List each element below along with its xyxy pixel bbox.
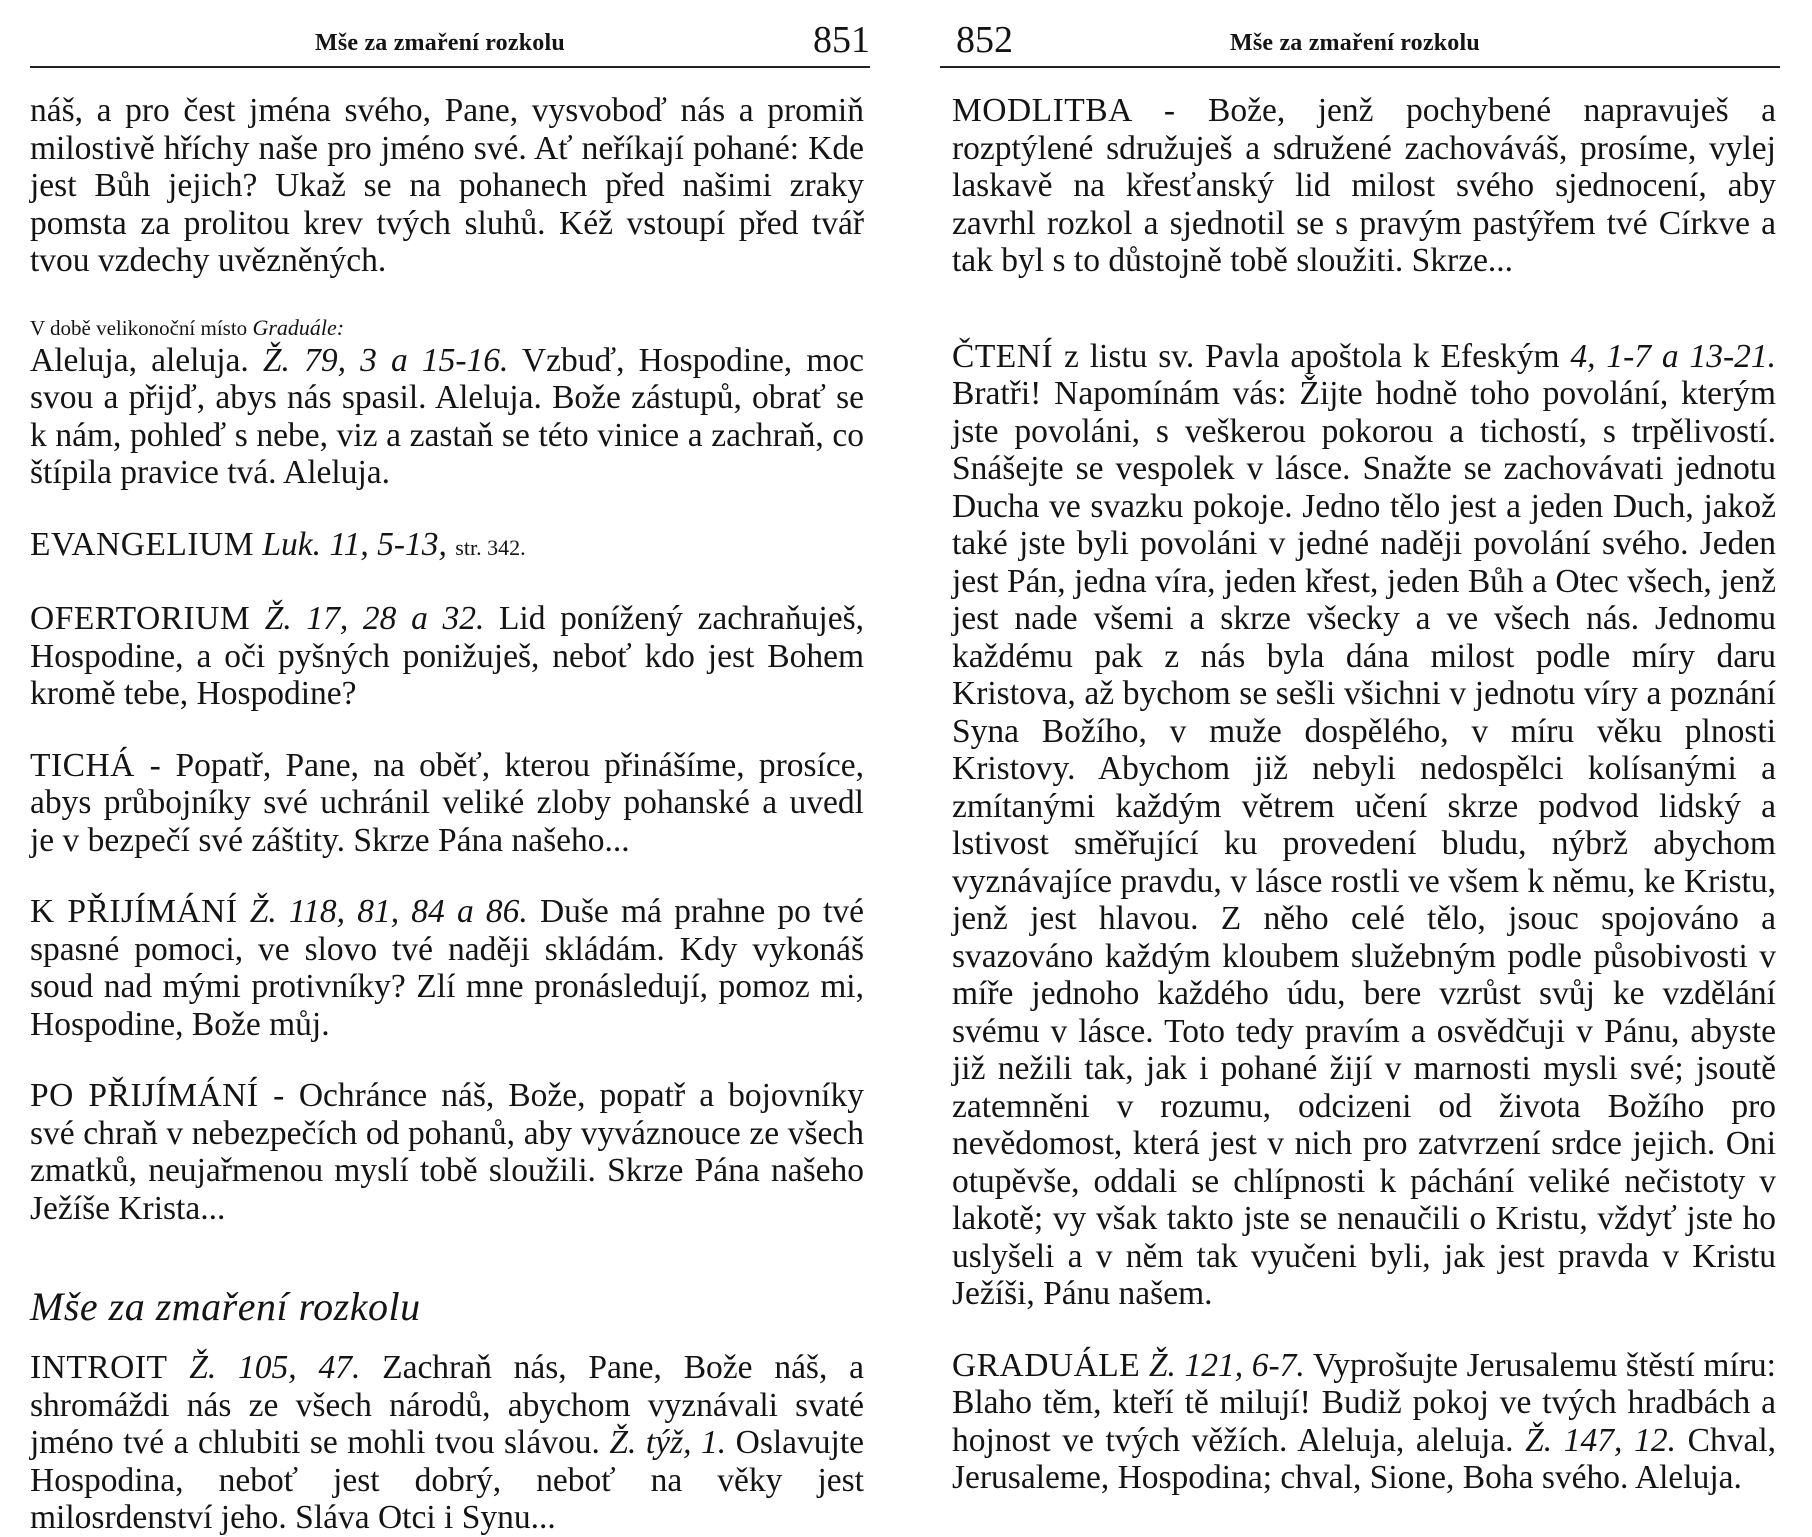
- right-page-body: [940, 92, 1780, 1497]
- introit-label: INTROIT: [30, 1349, 168, 1386]
- k-prijimani-text: Duše má prahne po tvé spasné pomoci, ve slovo tvé naději skládám. Kdy vykonáš soud nad mými protivníky? Zlí mne pronásledují, pomoz mi, Hospodine, Bože můj.: [30, 893, 864, 1043]
- ofertorium-paragraph: [30, 600, 864, 713]
- alleluia-text: Vzbuď, Hospodine, moc svou a přijď, abys nás spasil. Aleluja. Bože zástupů, obrať se k nám, pohleď s nebe, viz a zastaň se této vinice a zachraň, co štípila pravice tvá. Aleluja.: [30, 341, 864, 491]
- cteni-ref: 4, 1-7 a 13-21.: [1570, 337, 1777, 375]
- section-title: Mše za zmaření rozkolu: [30, 1284, 421, 1329]
- alleluia-lead: Aleluja, aleluja.: [30, 341, 249, 379]
- cteni-label: ČTENÍ: [952, 337, 1054, 375]
- easter-note-text: V době velikonoční místo: [30, 315, 248, 340]
- modlitba-label: MODLITBA -: [952, 92, 1176, 129]
- left-running-title: Mše za zmaření rozkolu: [315, 30, 565, 56]
- alleluia-paragraph: [30, 342, 864, 492]
- easter-note-italic: Graduále:: [252, 314, 345, 340]
- ofertorium-ref: Ž. 17, 28 a 32.: [264, 600, 485, 637]
- cteni-lead: z listu sv. Pavla apoštola k Efeským: [1063, 337, 1560, 375]
- po-prijimani-text: Ochránce náš, Bože, popatř a bojovníky své chraň v nebezpečích od pohanů, aby vyváznouce ze všech zmatků, neujařmenou myslí tobě sloužili. Skrze Pána našeho Ježíše Krista...: [30, 1077, 864, 1227]
- graduale-text-a: Vyprošujte Jerusalemu štěstí míru: Blaho těm, kteří tě milují! Budiž pokoj ve tvých hradbách a hojnost ve tvých věžích. Aleluja, aleluja.: [952, 1346, 1776, 1459]
- introit-ref-2: Ž. týž, 1.: [609, 1424, 727, 1461]
- k-prijimani-label: K PŘIJÍMÁNÍ: [30, 893, 238, 930]
- evangelium-ref: Luk. 11, 5-13,: [262, 525, 447, 563]
- evangelium-label: EVANGELIUM: [30, 525, 254, 563]
- introit-text-a: Zachraň nás, Pane, Bože náš, a shromáždi nás ze všech národů, abychom vyznávali svaté jméno tvé a chlubiti se mohli tvou slávou.: [30, 1349, 864, 1461]
- introit-text-b: Oslavujte Hospodina, neboť jest dobrý, neboť na věky jest milosrdenství jeho. Sláva Otci i Synu...: [30, 1424, 865, 1536]
- ofertorium-label: OFERTORIUM: [30, 600, 251, 637]
- ticha-text: Popatř, Pane, na oběť, kterou přinášíme, prosíce, abys průbojníky své uchránil veliké zloby pohanské a uvedl je v bezpečí své záštity. Skrze Pána našeho...: [30, 746, 864, 859]
- graduale-text-b: Chval, Jerusaleme, Hospodina; chval, Sione, Boha svého. Aleluja.: [952, 1421, 1777, 1496]
- modlitba-text: Bože, jenž pochybené napravuješ a rozptýlené sdružuješ a sdružené zachováváš, prosíme, vylej laskavě na křesťanský lid milost svého sjednocení, aby zavrhl rozkol a sjednotil se s pravým pastýřem tvé Církve a tak byl s to důstojně tobě sloužiti. Skrze...: [952, 92, 1776, 279]
- k-prijimani-ref: Ž. 118, 81, 84 a 86.: [249, 893, 528, 930]
- modlitba-paragraph: [952, 92, 1776, 280]
- cteni-paragraph: [952, 338, 1776, 1313]
- intro-paragraph: náš, a pro čest jména svého, Pane, vysvoboď nás a promiň milostivě hříchy naše pro jméno své. Ať neříkají pohané: Kde jest Bůh jejich? Ukaž se na pohanech před našimi zraky pomsta za prolitou krev tvých sluhů. Kéž vstoupí před tvář tvou vzdechy uvězněných.: [30, 92, 864, 279]
- evangelium-page-ref: str. 342.: [455, 534, 526, 560]
- ticha-paragraph: [30, 747, 864, 860]
- right-running-title: Mše za zmaření rozkolu: [1230, 30, 1480, 56]
- cteni-text: Bratři! Napomínám vás: Žijte hodně toho povolání, kterým jste povoláni, s veškerou pokorou a tichostí, s trpělivostí. Snášejte se vespolek v lásce. Snažte se zachovávati jednotu Ducha ve svazku pokoje. Jedno tělo jest a jeden Duch, jakož také jste byli povoláni v jedné naději povolání svého. Jeden jest Pán, jedna víra, jeden křest, jeden Bůh a Otec všech, jenž jest nade všemi a skrze všecky a ve všech nás. Jednomu každému pak z nás byla dána milost podle míry daru Kristova, až bychom se sešli všichni v jednotu víry a poznání Syna Božího, v muže dospělého, v míru věku plnosti Kristovy. Abychom již nebyli nedospělci kolísanými a zmítanými každým větrem učení skrze podvod lidský a lstivost směřující ku provedení bludu, nýbrž abychom vyznávajíce pravdu, v lásce rostli ve všem k němu, ke Kristu, jenž jest hlavou. Z něho celé tělo, jsouc spojováno a svazováno každým kloubem služebným podle působivosti v míře jednoho každého údu, bere vzrůst svůj ke vzdělání svému v lásce. Toto tedy pravím a osvědčuji v Pánu, abyste již nežili tak, jak i pohané žijí v marnosti mysli své; jsoutě zatemněni v rozumu, odcizeni od života Božího pro nevědomost, která jest v nich pro zatvrzení srdce jejich. Oni otupěvše, oddali se chlípnosti k páchání veliké nečistoty v lakotě; vy však takto jste se nenaučili o Kristu, vždyť jste ho uslyšeli a v něm tak vyučeni byli, jak jest pravda v Kristu Ježíši, Pánu našem.: [952, 375, 1776, 1312]
- alleluia-ref: Ž. 79, 3 a 15-16.: [262, 341, 509, 379]
- introit-paragraph: [30, 1349, 864, 1537]
- left-page-number: 851: [813, 19, 870, 61]
- left-page: [30, 0, 870, 1536]
- ofertorium-text: Lid ponížený zachraňuješ, Hospodine, a oči pyšných ponižuješ, neboť kdo jest Bohem kromě tebe, Hospodine?: [30, 600, 865, 712]
- left-page-body: [30, 92, 870, 1537]
- introit-ref: Ž. 105, 47.: [189, 1349, 361, 1386]
- evangelium-paragraph: [30, 526, 864, 567]
- graduale-ref: Ž. 121, 6-7.: [1148, 1346, 1305, 1384]
- right-page: [940, 0, 1780, 1500]
- po-prijimani-label: PO PŘIJÍMÁNÍ -: [30, 1077, 285, 1114]
- po-prijimani-paragraph: [30, 1077, 864, 1227]
- left-running-head: [30, 16, 870, 68]
- graduale-paragraph: [952, 1347, 1776, 1497]
- easter-note: [30, 314, 864, 342]
- graduale-label: GRADUÁLE: [952, 1346, 1141, 1384]
- ticha-label: TICHÁ -: [30, 746, 162, 784]
- right-page-number: 852: [956, 19, 1013, 61]
- graduale-ref-2: Ž. 147, 12.: [1525, 1421, 1676, 1459]
- right-running-head: [940, 16, 1780, 68]
- k-prijimani-paragraph: [30, 893, 864, 1043]
